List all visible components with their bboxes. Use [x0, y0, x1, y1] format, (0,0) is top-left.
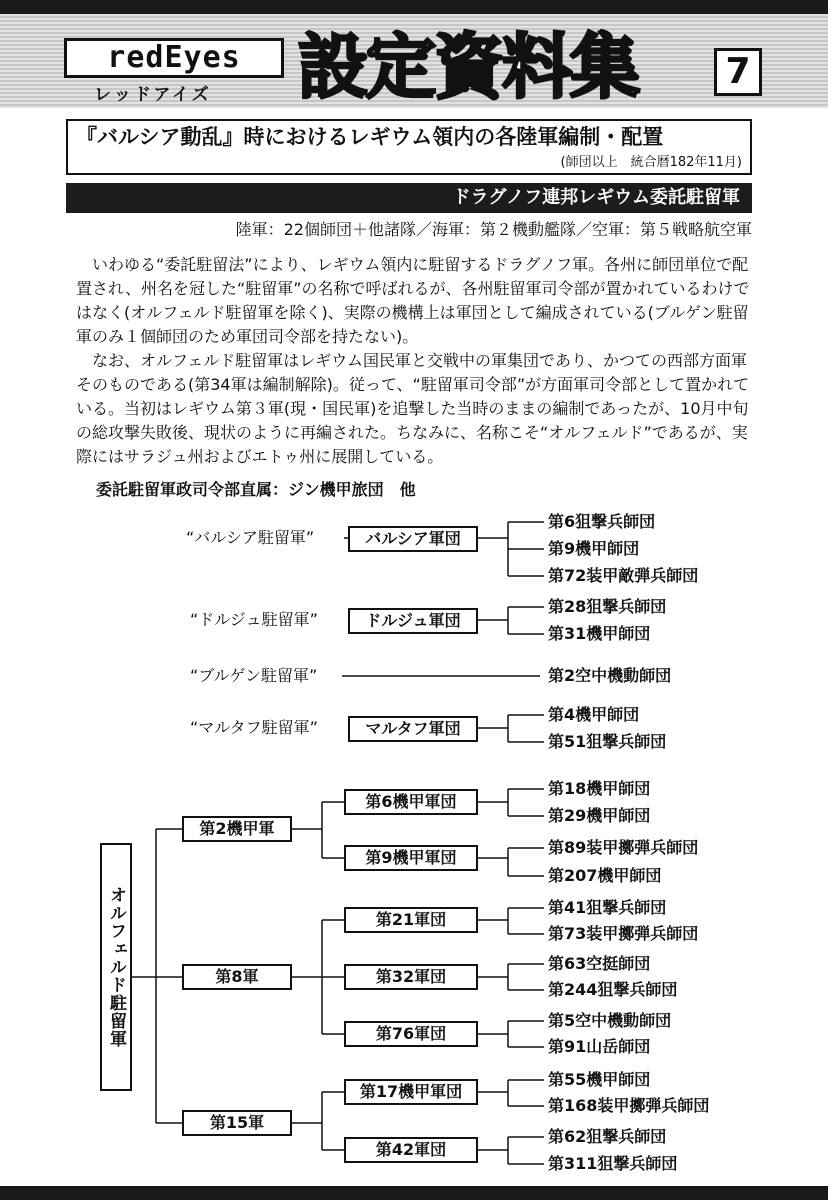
army-8th: 第8軍	[182, 964, 292, 990]
headline-note: (師団以上 統合暦182年11月)	[560, 155, 742, 170]
division-barsia-2: 第9機甲師団	[548, 539, 640, 558]
orfeld-command: オルフェルド駐留軍	[100, 843, 132, 1091]
corps-42nd: 第42軍団	[344, 1137, 478, 1163]
volume-number: 7	[714, 48, 762, 96]
division-168th: 第168装甲擲弾兵師団	[548, 1096, 710, 1115]
division-244th: 第244狙撃兵師団	[548, 980, 678, 999]
division-barsia-3: 第72装甲敵弾兵師団	[548, 566, 699, 585]
division-29th-armored: 第29機甲師団	[548, 806, 651, 825]
hq-direct-units: 委託駐留軍政司令部直属：ジン機甲旅団 他	[96, 480, 416, 499]
headline-title: 『バルシア動乱』時におけるレギウム領内の各陸軍編制・配置	[76, 125, 664, 149]
paragraph-1: いわゆる“委託駐留法”により、レギウム領内に駐留するドラグノフ軍。各州に師団単位で配置され、州名を冠した“駐留軍”の名称で呼ばれるが、各州駐留軍司令部が置かれているわけではなく(オルフェルド駐留軍を除く)、実際の機構上は軍団として編成されている(ブルゲン駐留軍のみ１個師団のため軍団司令部を持たない)。	[76, 255, 750, 346]
division-maltaf-1: 第4機甲師団	[548, 705, 640, 724]
division-barsia-1: 第6狙撃兵師団	[548, 512, 656, 531]
logo: redEyes	[64, 38, 284, 78]
corps-barsia: バルシア軍団	[348, 526, 478, 552]
division-dorju-2: 第31機甲師団	[548, 624, 651, 643]
division-89th: 第89装甲擲弾兵師団	[548, 838, 699, 857]
paragraph-2: なお、オルフェルド駐留軍はレギウム国民軍と交戦中の軍集団であり、かつての西部方面軍そのものである(第34軍は編制解除)。従って、“駐留軍司令部”が方面軍司令部として置かれている。当初はレギウム第３軍(現・国民軍)を追撃した当時のままの編制であったが、10月中旬の総攻撃失敗後、現状のように再編された。ちなみに、名称こそ“オルフェルド”であるが、実際にはサラジュ州およびエトゥ州に展開している。	[76, 351, 750, 466]
logo-subtitle: レッドアイズ	[94, 85, 212, 105]
corps-6th-armored: 第6機甲軍団	[344, 789, 478, 815]
division-burgen: 第2空中機動師団	[548, 666, 672, 685]
army-15th: 第15軍	[182, 1110, 292, 1136]
division-63rd-airborne: 第63空挺師団	[548, 954, 651, 973]
section-title: ドラグノフ連邦レギウム委託駐留軍	[66, 183, 752, 213]
division-41st: 第41狙撃兵師団	[548, 898, 667, 917]
army-2nd-armored: 第2機甲軍	[182, 816, 292, 842]
division-maltaf-2: 第51狙撃兵師団	[548, 732, 667, 751]
corps-dorju: ドルジュ軍団	[348, 608, 478, 634]
corps-17th-armored: 第17機甲軍団	[344, 1079, 478, 1105]
division-18th-armored: 第18機甲師団	[548, 779, 651, 798]
division-55th-armored: 第55機甲師団	[548, 1070, 651, 1089]
footer-rule	[0, 1186, 828, 1200]
alias-maltaf: “マルタフ駐留軍”	[190, 718, 318, 737]
corps-76th: 第76軍団	[344, 1021, 478, 1047]
division-207th-armored: 第207機甲師団	[548, 866, 662, 885]
division-62nd: 第62狙撃兵師団	[548, 1127, 667, 1146]
corps-maltaf: マルタフ軍団	[348, 716, 478, 742]
division-dorju-1: 第28狙撃兵師団	[548, 597, 667, 616]
page-title: 設定資料集	[298, 25, 638, 108]
forces-summary: 陸軍：22個師団＋他諸隊／海軍：第２機動艦隊／空軍：第５戦略航空軍	[235, 220, 752, 239]
alias-dorju: “ドルジュ駐留軍”	[190, 610, 318, 629]
division-311th: 第311狙撃兵師団	[548, 1154, 678, 1173]
corps-9th-armored: 第9機甲軍団	[344, 845, 478, 871]
division-5th-airmobile: 第5空中機動師団	[548, 1011, 672, 1030]
corps-21st: 第21軍団	[344, 907, 478, 933]
division-73rd: 第73装甲擲弾兵師団	[548, 924, 699, 943]
division-91st-mountain: 第91山岳師団	[548, 1037, 651, 1056]
alias-barsia: “バルシア駐留軍”	[186, 528, 315, 547]
alias-burgen: “ブルゲン駐留軍”	[190, 666, 318, 685]
corps-32nd: 第32軍団	[344, 964, 478, 990]
